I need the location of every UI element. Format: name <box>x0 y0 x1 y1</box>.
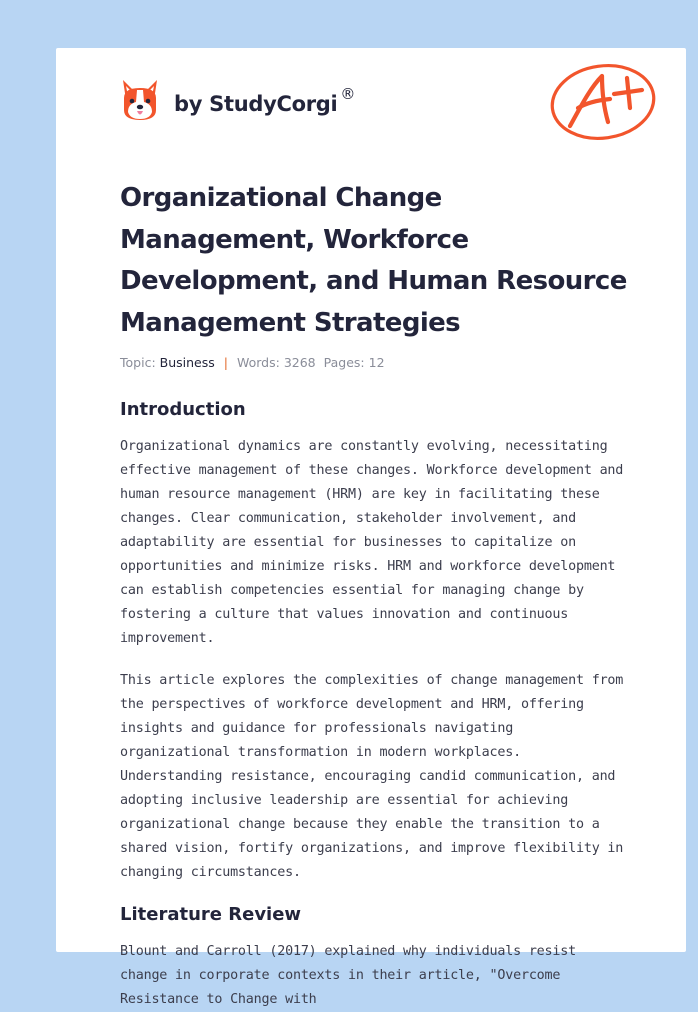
pages-label: Pages: <box>323 355 365 370</box>
section-heading-literature-review: Literature Review <box>120 904 302 925</box>
studycorgi-logo[interactable] <box>120 76 355 124</box>
section-heading-introduction: Introduction <box>120 399 246 420</box>
a-plus-grade-icon <box>550 62 660 144</box>
words-label: Words: <box>236 355 280 370</box>
document-page <box>56 48 686 1007</box>
meta-separator: | <box>223 355 228 370</box>
registered-mark: ® <box>340 85 356 103</box>
document-meta <box>120 354 630 372</box>
paragraph: This article explores the complexities of change management from the perspectives of workforce development and HRM, offering insights and guidance for professionals navigating organizational transformation in modern workplaces. Understanding resistance, encouraging candid communication, and adopting inclusive leadership are essential for achieving organizational change because they enable the transition to a shared vision, fortify organizations, and improve flexibility in changing circumstances. <box>120 673 624 880</box>
page-header <box>120 76 660 156</box>
pages-value: 12 <box>368 355 385 370</box>
topic-link[interactable]: Business <box>159 355 215 370</box>
paragraph: Blount and Carroll (2017) explained why individuals resist change in corporate contexts in their article, "Overcome Resistance to Change with <box>120 944 576 1007</box>
paragraph: Organizational dynamics are constantly evolving, necessitating effective management of these changes. Workforce development and human resource management (HRM) are key in facilitating these changes. Clear communication, stakeholder involvement, and adaptability are essential for businesses to capitalize on opportunities and minimize risks. HRM and workforce development can establish competencies essential for managing change by fostering a culture that values innovation and continuous improvement. <box>120 439 624 646</box>
topic-label: Topic: <box>120 355 156 370</box>
words-value: 3268 <box>283 355 316 370</box>
corgi-dog-icon <box>120 78 160 122</box>
document-content <box>120 178 630 1012</box>
document-title: Organizational Change Management, Workforce Development, and Human Resource Management Strategies <box>120 183 627 338</box>
brand-name: by StudyCorgi <box>174 92 338 116</box>
grade-badge <box>550 62 660 148</box>
